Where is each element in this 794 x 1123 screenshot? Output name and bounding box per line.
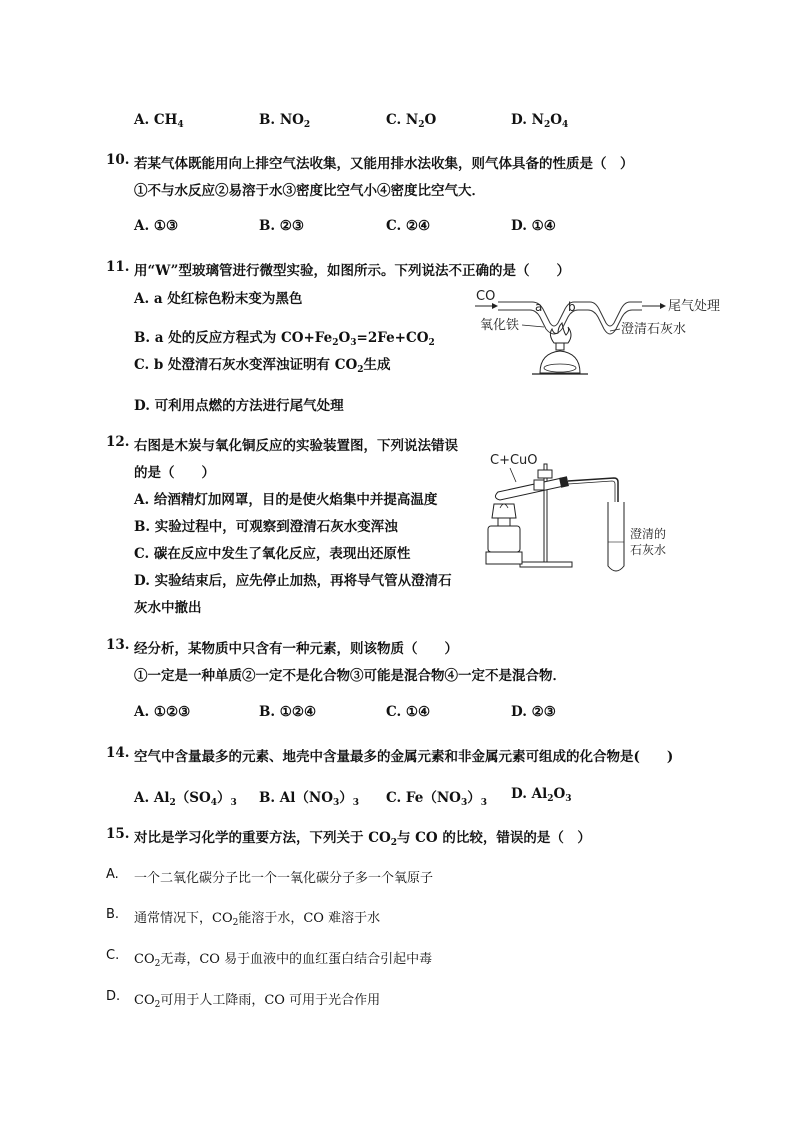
iron-oxide-pointer: [522, 325, 544, 327]
q11-number: 11.: [106, 259, 130, 275]
q12-number: 12.: [106, 434, 130, 450]
q10-statements: ①不与水反应②易溶于水③密度比空气小④密度比空气大．: [134, 183, 485, 199]
q11-option-c: C. b 处澄清石灰水变浑浊证明有 $CO_2$生成: [134, 357, 391, 375]
outlet-arrowhead: [660, 303, 666, 309]
reactants-pointer: [510, 468, 516, 482]
stand-base: [520, 562, 572, 567]
tail-gas-label: 尾气处理: [668, 299, 721, 314]
q9-option-b: B. $NO_2$: [259, 112, 311, 130]
q13-statements: ①一定是一种单质②一定不是化合物③可能是混合物④一定不是混合物．: [134, 668, 566, 684]
q10-option-d: D. ①④: [511, 218, 556, 234]
limewater-label: 澄清石灰水: [621, 322, 687, 337]
flame-mesh-cover: [492, 504, 516, 518]
q12-option-d-line2: 灰水中撤出: [134, 600, 202, 616]
q13-option-a: A. ①②③: [134, 704, 191, 720]
q12-option-c: C. 碳在反应中发生了氧化反应，表现出还原性: [134, 546, 411, 562]
stand-clamp: [538, 470, 552, 478]
q11-stem: 用“W”型玻璃管进行微型实验，如图所示。下列说法不正确的是（ ）: [134, 263, 570, 279]
q14-number: 14.: [106, 745, 130, 761]
q12-option-a: A. 给酒精灯加网罩，目的是使火焰集中并提高温度: [134, 492, 438, 508]
iron-oxide-label: 氧化铁: [480, 318, 520, 333]
q10-option-b: B. ②③: [259, 218, 305, 234]
wooden-block: [486, 552, 522, 564]
q9-option-d: D. $N_2O_4$: [511, 112, 569, 130]
point-b-label: b: [568, 300, 576, 314]
q14-stem: 空气中含量最多的元素、地壳中含量最多的金属元素和非金属元素可组成的化合物是( ): [134, 749, 674, 765]
heating-test-tube: [495, 478, 564, 500]
q11-option-d: D. 可利用点燃的方法进行尾气处理: [134, 398, 344, 414]
w-tube-diagram: [470, 283, 721, 393]
q12-option-d-line1: D. 实验结束后，应先停止加热，再将导气管从澄清石: [134, 573, 452, 589]
co-inlet-label: CO: [476, 289, 496, 304]
q13-stem: 经分析，某物质中只含有一种元素，则该物质（ ）: [134, 641, 458, 657]
reactants-label: C+CuO: [490, 453, 538, 468]
q9-option-a: A. $CH_4$: [134, 112, 184, 130]
q9-option-c: C. $N_2O$: [386, 112, 437, 130]
q14-option-c: C. $Fe(NO_3)_3$: [386, 790, 487, 808]
lamp-wick: [556, 343, 564, 350]
q13-number: 13.: [106, 637, 130, 653]
limewater-label-line1: 澄清的: [630, 527, 667, 541]
q10-number: 10.: [106, 152, 130, 168]
limewater-label-line2: 石灰水: [630, 543, 667, 557]
q15-option-d: $CO_2$可用于人工降雨，CO 可用于光合作用: [134, 993, 381, 1010]
limewater-test-tube: [608, 502, 624, 571]
tube-clamp: [534, 480, 544, 490]
lamp-neck: [498, 518, 510, 526]
q15-option-b: 通常情况下，$CO_2$能溶于水，CO 难溶于水: [134, 911, 381, 928]
q11-option-a: A. a 处红棕色粉末变为黑色: [134, 291, 303, 307]
q15-option-d-letter: D.: [106, 989, 121, 1004]
q14-option-b: B. $Al(NO_3)_3$: [259, 790, 360, 808]
q13-option-d: D. ②③: [511, 704, 556, 720]
q10-option-c: C. ②④: [386, 218, 431, 234]
iron-stand-rod: [544, 464, 547, 564]
q15-option-a: 一个二氧化碳分子比一个一氧化碳分子多一个氧原子: [134, 871, 434, 886]
q10-stem: 若某气体既能用向上排空气法收集，又能用排水法收集，则气体具备的性质是（ ）: [134, 156, 634, 172]
q12-option-b: B. 实验过程中，可观察到澄清石灰水变浑浊: [134, 519, 398, 535]
q14-option-d: D. $Al_2O_3$: [511, 786, 572, 804]
q15-stem: 对比是学习化学的重要方法，下列关于 $CO_2$与 CO 的比较，错误的是（ ）: [134, 830, 591, 848]
carbon-reduction-diagram: [480, 442, 710, 582]
q15-option-c: $CO_2$无毒，CO 易于血液中的血红蛋白结合引起中毒: [134, 952, 433, 969]
q13-option-b: B. ①②④: [259, 704, 317, 720]
q10-option-a: A. ①③: [134, 218, 179, 234]
q12-stem-line1: 右图是木炭与氧化铜反应的实验装置图，下列说法错误: [134, 438, 458, 454]
q15-option-b-letter: B.: [106, 907, 120, 922]
point-a-label: a: [535, 300, 543, 314]
q11-option-b: B. a 处的反应方程式为 $CO+Fe_2O_3=2Fe+CO_2$: [134, 330, 435, 348]
q12-stem-line2: 的是（ ）: [134, 465, 215, 481]
q14-option-a: A. $Al_2(SO_4)_3$: [134, 790, 237, 808]
q15-number: 15.: [106, 826, 130, 842]
alcohol-lamp: [488, 526, 520, 552]
q13-option-c: C. ①④: [386, 704, 431, 720]
q15-option-a-letter: A.: [106, 867, 119, 882]
q15-option-c-letter: C.: [106, 948, 120, 963]
